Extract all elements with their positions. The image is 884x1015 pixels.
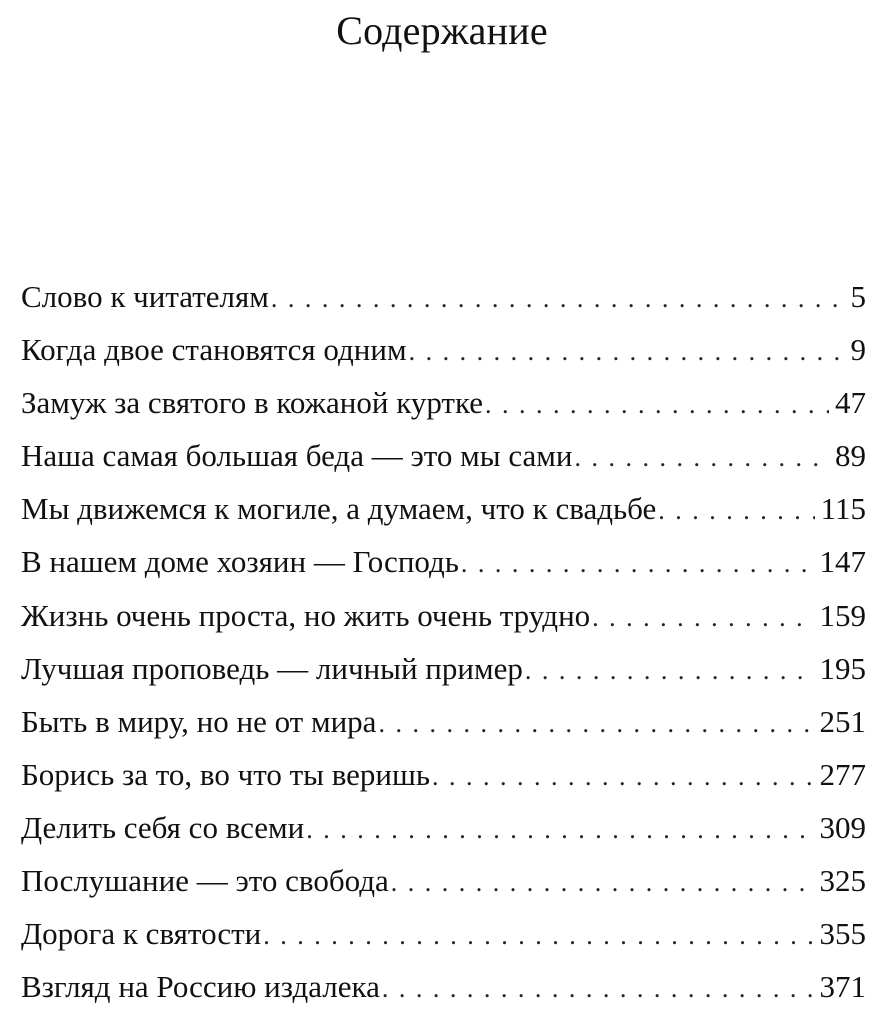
dot-leader — [391, 856, 814, 909]
entry-title: Взгляд на Россию издалека — [21, 969, 380, 1005]
entry-title: Делить себя со всеми — [21, 809, 305, 845]
dot-leader — [574, 431, 829, 484]
entry-page-number: 325 — [819, 863, 866, 899]
entry-title: Наша самая большая беда — это мы сами — [21, 438, 573, 474]
dot-leader — [432, 750, 813, 803]
entry-title: Дорога к святости — [21, 916, 262, 952]
dot-leader — [271, 272, 845, 325]
entry-title: Жизнь очень проста, но жить очень трудно — [21, 597, 591, 633]
entry-title: Мы движемся к могиле, а думаем, что к свадьбе — [21, 491, 657, 527]
toc-entry[interactable] — [21, 801, 866, 854]
dot-leader — [382, 962, 814, 1015]
toc-entry[interactable] — [21, 960, 866, 1013]
toc-entry[interactable] — [21, 376, 866, 429]
table-of-contents — [21, 270, 866, 1013]
dot-leader — [658, 484, 814, 537]
entry-title: Послушание — это свобода — [21, 863, 389, 899]
dot-leader — [485, 378, 829, 431]
dot-leader — [306, 803, 813, 856]
toc-entry[interactable] — [21, 482, 866, 535]
dot-leader — [409, 325, 845, 378]
toc-entry[interactable] — [21, 535, 866, 588]
entry-title: Когда двое становятся одним — [21, 332, 407, 368]
entry-page-number: 115 — [820, 491, 866, 527]
entry-page-number: 251 — [819, 703, 866, 739]
entry-page-number: 371 — [819, 969, 866, 1005]
dot-leader — [461, 537, 814, 590]
entry-page-number: 9 — [850, 332, 866, 368]
dot-leader — [592, 591, 813, 644]
entry-page-number: 47 — [835, 385, 866, 421]
entry-page-number: 309 — [819, 809, 866, 845]
toc-entry[interactable] — [21, 270, 866, 323]
entry-title: Быть в миру, но не от мира — [21, 703, 377, 739]
toc-entry[interactable] — [21, 429, 866, 482]
entry-title: Слово к читателям — [21, 279, 269, 314]
toc-entry[interactable] — [21, 323, 866, 376]
toc-entry[interactable] — [21, 642, 866, 695]
toc-entry[interactable] — [21, 589, 866, 642]
entry-title: В нашем доме хозяин — Господь — [21, 544, 459, 580]
entry-title: Замуж за святого в кожаной куртке — [21, 385, 484, 421]
entry-page-number: 159 — [819, 597, 866, 633]
toc-entry[interactable] — [21, 907, 866, 960]
entry-page-number: 89 — [835, 438, 866, 474]
toc-entry[interactable] — [21, 854, 866, 907]
page-title: Содержание — [336, 8, 548, 53]
entry-title: Борись за то, во что ты веришь — [21, 756, 431, 792]
entry-page-number: 355 — [819, 916, 866, 952]
dot-leader — [525, 644, 814, 697]
entry-page-number: 277 — [819, 756, 866, 792]
dot-leader — [263, 909, 813, 962]
toc-entry[interactable] — [21, 748, 866, 801]
dot-leader — [378, 697, 813, 750]
toc-entry[interactable] — [21, 695, 866, 748]
entry-title: Лучшая проповедь — личный пример — [21, 650, 523, 686]
entry-page-number: 195 — [819, 650, 866, 686]
entry-page-number: 5 — [850, 279, 866, 314]
entry-page-number: 147 — [819, 544, 866, 580]
